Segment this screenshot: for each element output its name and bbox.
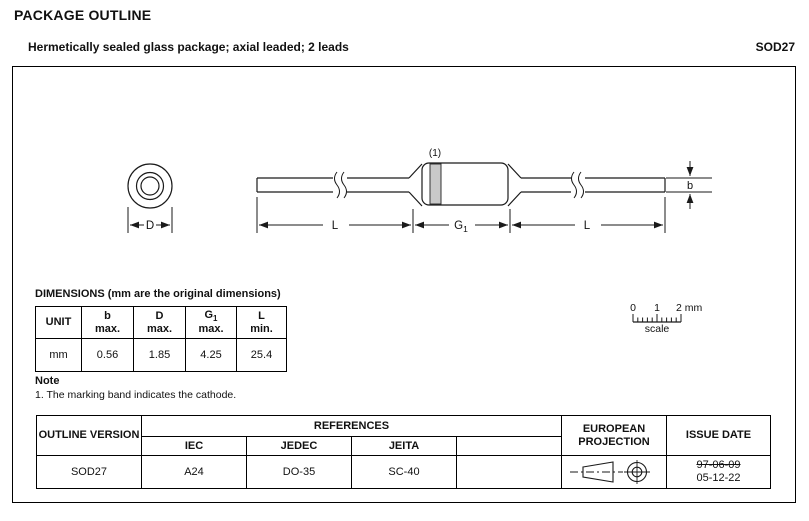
note-heading: Note: [35, 375, 60, 387]
right-lead-break-mark: [572, 172, 584, 198]
projection-symbol-cell: [562, 456, 667, 489]
scale-tick-1: 1: [654, 302, 660, 314]
issue-date-header: ISSUE DATE: [667, 416, 771, 456]
dim-l-right-label: L: [583, 220, 591, 232]
scale-caption: scale: [644, 323, 670, 335]
dims-unit-value: mm: [36, 339, 82, 372]
dims-unit-header: UNIT: [36, 307, 82, 339]
left-lead-break-mark: [335, 172, 347, 198]
dimensions-table: [35, 306, 287, 372]
issue-date-old: 97-06-09: [696, 459, 741, 472]
dim-g1-label: $G_1$: [454, 220, 468, 234]
dims-b-value: 0.56: [82, 339, 134, 372]
ref-header-jedec: JEDEC: [247, 437, 352, 456]
first-angle-projection-icon: [568, 457, 660, 487]
note-item: 1. The marking band indicates the cathode.: [35, 389, 237, 401]
page-title: PACKAGE OUTLINE: [14, 7, 152, 23]
dims-col-header-d: D max.: [134, 307, 186, 339]
ref-header-jeita: JEITA: [352, 437, 457, 456]
ref-jeita-value: SC-40: [352, 456, 457, 489]
ref-iec-value: A24: [142, 456, 247, 489]
scale-ruler: [633, 314, 681, 322]
dims-l-value: 25.4: [237, 339, 287, 372]
issue-date-new: 05-12-22: [696, 472, 741, 484]
issue-date-cell: [667, 456, 771, 489]
lead-circle: [141, 177, 159, 195]
right-cone: [508, 164, 521, 206]
cathode-marking-band: [430, 164, 441, 204]
dims-d-value: 1.85: [134, 339, 186, 372]
dim-l-left-label: L: [331, 220, 339, 232]
dimensions-heading: DIMENSIONS (mm are the original dimensions): [35, 288, 281, 300]
left-cone: [409, 164, 422, 206]
references-header: REFERENCES: [142, 416, 562, 437]
ref-header-extra: [457, 437, 562, 456]
dim-d-label: D: [145, 220, 155, 232]
scale-tick-2: 2 mm: [676, 302, 703, 314]
dims-col-header-b: b max.: [82, 307, 134, 339]
projection-header: EUROPEAN PROJECTION: [562, 416, 667, 456]
dims-col-header-g1: $G_1$ max.: [186, 307, 237, 339]
package-description: Hermetically sealed glass package; axial leaded; 2 leads: [28, 40, 349, 54]
dims-g1-value: 4.25: [186, 339, 237, 372]
dims-col-header-l: L min.: [237, 307, 287, 339]
outline-version-header: OUTLINE VERSION: [37, 416, 142, 456]
ref-header-iec: IEC: [142, 437, 247, 456]
ref-extra-value: [457, 456, 562, 489]
ref-jedec-value: DO-35: [247, 456, 352, 489]
marking-band-ref: (1): [428, 148, 442, 159]
side-view: [257, 163, 665, 206]
scale-tick-0: 0: [630, 302, 636, 314]
body-outer-circle: [128, 164, 172, 208]
package-code: SOD27: [755, 40, 795, 54]
right-lead: [521, 178, 665, 192]
left-lead: [257, 178, 409, 192]
end-view: [128, 164, 172, 208]
footer-table: [36, 415, 771, 489]
dim-b-label: b: [686, 180, 694, 192]
outline-version-value: SOD27: [37, 456, 142, 489]
